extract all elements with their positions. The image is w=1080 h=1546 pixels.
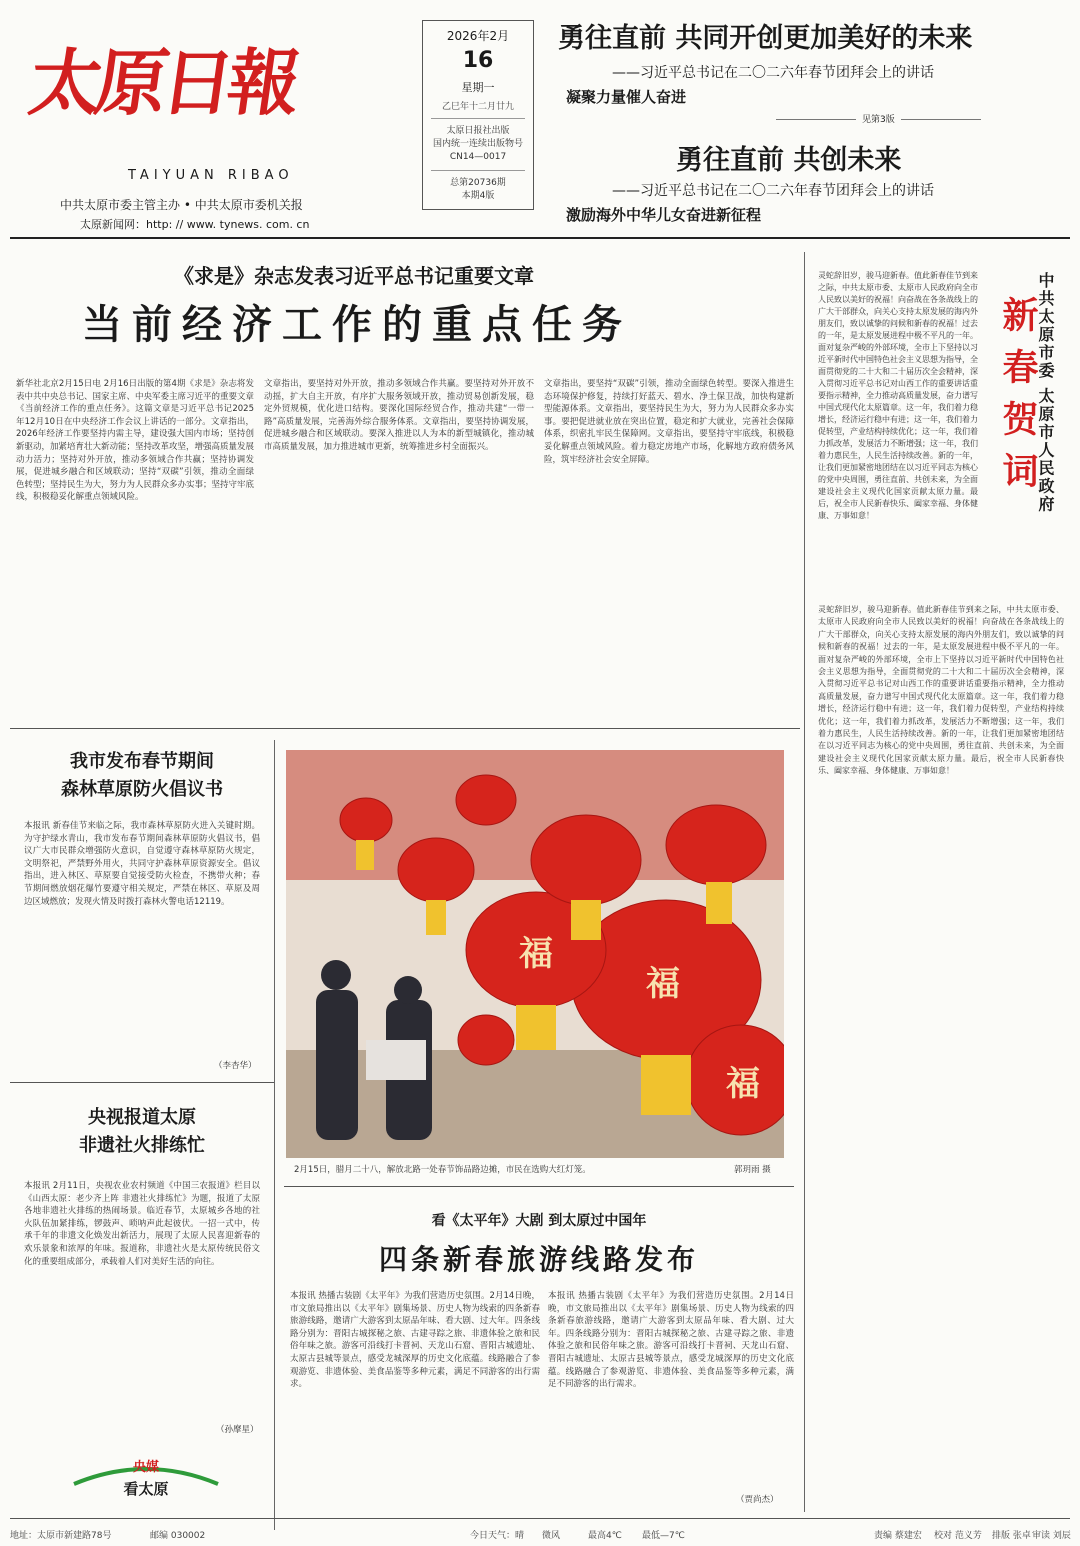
tour-article-body-1: 本报讯 热播古装剧《太平年》为我们营造历史氛围。2月14日晚，市文旅局推出以《太平年》剧集场景、历史人物为线索的四条新春旅游线路，邀请广大游客到太原品年味、看大剧、过大年。四条线路分别为：晋阳古城探秘之旅、古建寻踪之旅、非遗体验之旅和民俗年味之旅。游客可沿线打卡晋祠、天龙山石窟、晋阳古城遗址、太原古县城等景点，感受龙城深厚的历史文化底蕴。线路融合了参观游览、非遗体验、美食品鉴等多种元素，满足不同游客的出行需求。 [290, 1291, 540, 1390]
lead-column-2: 文章指出，要坚持对外开放，推动多领域合作共赢。要坚持对外开放不动摇，扩大自主开放，有序扩大服务领域开放，推动贸易创新发展，稳定外贸规模，优化进口结构。要深化国际经贸合作，推动共建“一带一路”高质量发展，完善海外综合服务体系。文章指出，要坚持协调发展，促进城乡融合和区域联动。要深入推进以人为本的新型城镇化，推动城市高质量发展，加力推进城市更新，统筹推进乡村全面振兴。 [264, 379, 534, 452]
cctv-badge [66, 1450, 226, 1500]
issue-number: 总第20736期 [450, 178, 506, 188]
svg-text:福: 福 [646, 964, 680, 1004]
cctv-title-line-1: 央视报道太原 [88, 1107, 196, 1128]
footer-low: 最低—7℃ [642, 1531, 685, 1541]
footer-address: 地址：太原市新建路78号 [10, 1531, 112, 1541]
top-news-subtitle-2: ——习近平总书记在二〇二六年春节团拜会上的讲话 [612, 183, 934, 199]
tour-divider [284, 1186, 794, 1187]
cctv-article-title[interactable] [30, 1104, 254, 1160]
tour-kicker[interactable]: 看《太平年》大剧 到太原过中国年 [431, 1213, 647, 1229]
top-news-title-2[interactable]: 勇往直前 共创未来 [676, 145, 902, 176]
cctv-article-author: （孙摩星） [216, 1425, 259, 1435]
svg-text:福: 福 [726, 1064, 760, 1104]
masthead-title-en: TAIYUAN RIBAO [128, 168, 294, 183]
footer-wind: 微风 [542, 1531, 561, 1541]
tour-title[interactable]: 四条新春旅游线路发布 [378, 1243, 699, 1276]
masthead-title: 太原日報 [24, 40, 301, 125]
tour-article-author: （贾尚杰） [736, 1495, 779, 1505]
page-count: 本期4版 [461, 191, 495, 201]
footer-designer: 排版 张卓 [992, 1531, 1031, 1541]
fire-divider [10, 1082, 274, 1083]
footer-reviewer: 审读 刘辰 [1032, 1531, 1071, 1541]
photo-caption: 2月15日，腊月二十八，解放北路一处春节饰品路边摊，市民在选购大红灯笼。 [294, 1165, 591, 1175]
column-divider [804, 252, 805, 1512]
masthead-logo [24, 8, 301, 198]
footer-postcode: 邮编 030002 [150, 1531, 206, 1541]
cn-number: CN14—0017 [449, 152, 507, 162]
date-box [422, 20, 534, 210]
lead-column-3: 文章指出，要坚持“双碳”引领，推动全面绿色转型。要深入推进生态环境保护修复，持续打好蓝天、碧水、净土保卫战，加快构建新型能源体系。文章指出，要坚持民生为大，努力为人民群众多办实事。要把促进就业放在突出位置，稳定和扩大就业，完善社会保障体系，织密扎牢民生保障网。文章指出，要坚持守牢底线，积极稳妥化解重点领域风险。着力稳定房地产市场，化解地方政府债务风险，筑牢经济社会安全屏障。 [544, 379, 794, 465]
footer-weather: 今日天气：晴 [470, 1531, 525, 1541]
left-column-divider [274, 740, 275, 1530]
greeting-title[interactable]: 新春贺词 [997, 296, 1038, 504]
tour-article-body-2: 本报讯 热播古装剧《太平年》为我们营造历史氛围。2月14日晚，市文旅局推出以《太平年》剧集场景、历史人物为线索的四条新春旅游线路，邀请广大游客到太原品年味、看大剧、过大年。四条线路分别为：晋阳古城探秘之旅、古建寻踪之旅、非遗体验之旅和民俗年味之旅。游客可沿线打卡晋祠、天龙山石窟、晋阳古城遗址、太原古县城等景点，感受龙城深厚的历史文化底蕴。线路融合了参观游览、非遗体验、美食品鉴等多种元素，满足不同游客的出行需求。 [548, 1291, 794, 1390]
issn-label: 国内统一连续出版物号 [432, 139, 523, 149]
top-news-tagline-2[interactable]: 激励海外中华儿女奋进新征程 [566, 206, 762, 224]
date-day: 16 [462, 48, 494, 73]
greeting-body-main: 灵蛇辞旧岁，骏马迎新春。值此新春佳节到来之际，中共太原市委、太原市人民政府向全市人民致以美好的祝福！向奋战在各条战线上的广大干部群众，向关心支持太原发展的海内外朋友们，致以诚挚的问候和新春的祝福！过去的一年，是太原发展进程中极不平凡的一年。面对复杂严峻的外部环境，全市上下坚持以习近平新时代中国特色社会主义思想为指导，全面贯彻党的二十大和二十届历次全会精神，深入贯彻习近平总书记对山西工作的重要讲话重要指示精神，全力推动高质量发展，奋力谱写中国式现代化太原篇章。这一年，我们着力稳增长，经济运行稳中有进；这一年，我们着力促转型，产业结构持续优化；这一年，我们着力抓改革，发展活力不断增强；这一年，我们着力惠民生，人民生活持续改善。新的一年，让我们更加紧密地团结在以习近平同志为核心的党中央周围，勇往直前、共创未来，为全面建设社会主义现代化国家贡献太原力量。最后，祝全市人民新春快乐、阖家幸福、身体健康、万事如意！ [818, 605, 1064, 776]
date-weekday: 星期一 [461, 81, 495, 94]
sponsor-line: 中共太原市委主管主办 • 中共太原市委机关报 [60, 198, 303, 212]
badge-line-2: 看太原 [123, 1480, 169, 1498]
see-page-note: 见第3版 [770, 112, 987, 125]
fire-article-author: （李杏华） [214, 1061, 257, 1071]
greeting-org: 中共太原市委 太原市人民政府 [1036, 272, 1055, 514]
footer-check: 校对 范义芳 [934, 1531, 982, 1541]
top-news-subtitle-1: ——习近平总书记在二〇二六年春节团拜会上的讲话 [612, 65, 934, 81]
footer-editor: 责编 蔡建宏 [874, 1531, 922, 1541]
cctv-article-body: 本报讯 2月11日，央视农业农村频道《中国三农报道》栏目以《山西太原：老少齐上阵 非遗社火排练忙》为题，报道了太原各地非遗社火排练的热闹场景。临近春节，太原城乡各地的社火队伍加紧排练，锣鼓声、唢呐声此起彼伏。一招一式中，传承千年的非遗文化焕发出新活力，展现了太原人民喜迎新春的欢乐景象和浓厚的年味。报道称，非遗社火是太原传统民俗文化的重要组成部分，承载着人们对美好生活的向往。 [24, 1181, 260, 1267]
website-link[interactable]: 太原新闻网：http: // www. tynews. com. cn [80, 218, 310, 231]
cctv-title-line-2: 非遗社火排练忙 [79, 1135, 205, 1156]
lead-column-1: 新华社北京2月15日电 2月16日出版的第4期《求是》杂志将发表中共中央总书记、国家主席、中央军委主席习近平的重要文章《当前经济工作的重点任务》。这篇文章是习近平总书记2025年12月10日在中央经济工作会议上讲话的一部分。文章指出，2026年经济工作要坚持内需主导，建设强大国内市场；坚持创新驱动，加紧培育壮大新动能；坚持改革攻坚，增强高质量发展动力活力；坚持对外开放，推动多领域合作共赢；坚持协调发展，促进城乡融合和区域联动；坚持“双碳”引领，推动全面绿色转型；坚持民生为大，努力为人民群众多办实事；坚持守牢底线，积极稳妥化解重点领域风险。 [16, 379, 254, 503]
top-news-title-1[interactable]: 勇往直前 共同开创更加美好的未来 [558, 23, 973, 54]
section-divider [10, 728, 800, 729]
news-photo[interactable] [286, 750, 784, 1158]
fire-article-body: 本报讯 新春佳节来临之际，我市森林草原防火进入关键时期。为守护绿水青山，我市发布春节期间森林草原防火倡议书，倡议广大市民群众增强防火意识，自觉遵守森林草原防火规定，文明祭祀，严禁野外用火，共同守护森林草原资源安全。倡议指出，进入林区、草原要自觉接受防火检查，不携带火种；春节期间燃放烟花爆竹要遵守相关规定，严禁在林区、草原及周边区域燃放；发现火情及时拨打森林火警电话12119。 [24, 821, 260, 907]
badge-line-1: 央媒 [132, 1460, 159, 1475]
publisher: 太原日报社出版 [446, 126, 510, 136]
lantern-market-photo [286, 750, 784, 1158]
date-lunar: 乙巳年十二月廿九 [441, 102, 514, 112]
lead-title[interactable]: 当前经济工作的重点任务 [82, 302, 632, 348]
greeting-body-top: 灵蛇辞旧岁，骏马迎新春。值此新春佳节到来之际，中共太原市委、太原市人民政府向全市人民致以美好的祝福！向奋战在各条战线上的广大干部群众，向关心支持太原发展的海内外朋友们，致以诚挚的问候和新春的祝福！过去的一年，是太原发展进程中极不平凡的一年。面对复杂严峻的外部环境，全市上下坚持以习近平新时代中国特色社会主义思想为指导，全面贯彻党的二十大和二十届历次全会精神，深入贯彻习近平总书记对山西工作的重要讲话重要指示精神，全力推动高质量发展，奋力谱写中国式现代化太原篇章。这一年，我们着力稳增长，经济运行稳中有进；这一年，我们着力促转型，产业结构持续优化；这一年，我们着力抓改革，发展活力不断增强；这一年，我们着力惠民生，人民生活持续改善。新的一年，让我们更加紧密地团结在以习近平同志为核心的党中央周围，勇往直前、共创未来，为全面建设社会主义现代化国家贡献太原力量。最后，祝全市人民新春快乐、阖家幸福、身体健康、万事如意！ [818, 271, 978, 520]
lead-kicker[interactable]: 《求是》杂志发表习近平总书记重要文章 [174, 264, 534, 288]
fire-title-line-1: 我市发布春节期间 [70, 751, 214, 772]
footer-high: 最高4℃ [588, 1531, 622, 1541]
footer-divider [10, 1518, 1070, 1519]
date-year-month: 2026年2月 [446, 29, 510, 43]
top-news-tagline-1[interactable]: 凝聚力量催人奋进 [566, 88, 687, 106]
photo-credit: 郭玥雨 摄 [734, 1165, 771, 1175]
svg-text:福: 福 [519, 934, 553, 974]
masthead-divider [10, 237, 1070, 239]
fire-article-title[interactable] [30, 748, 254, 804]
fire-title-line-2: 森林草原防火倡议书 [61, 779, 223, 800]
